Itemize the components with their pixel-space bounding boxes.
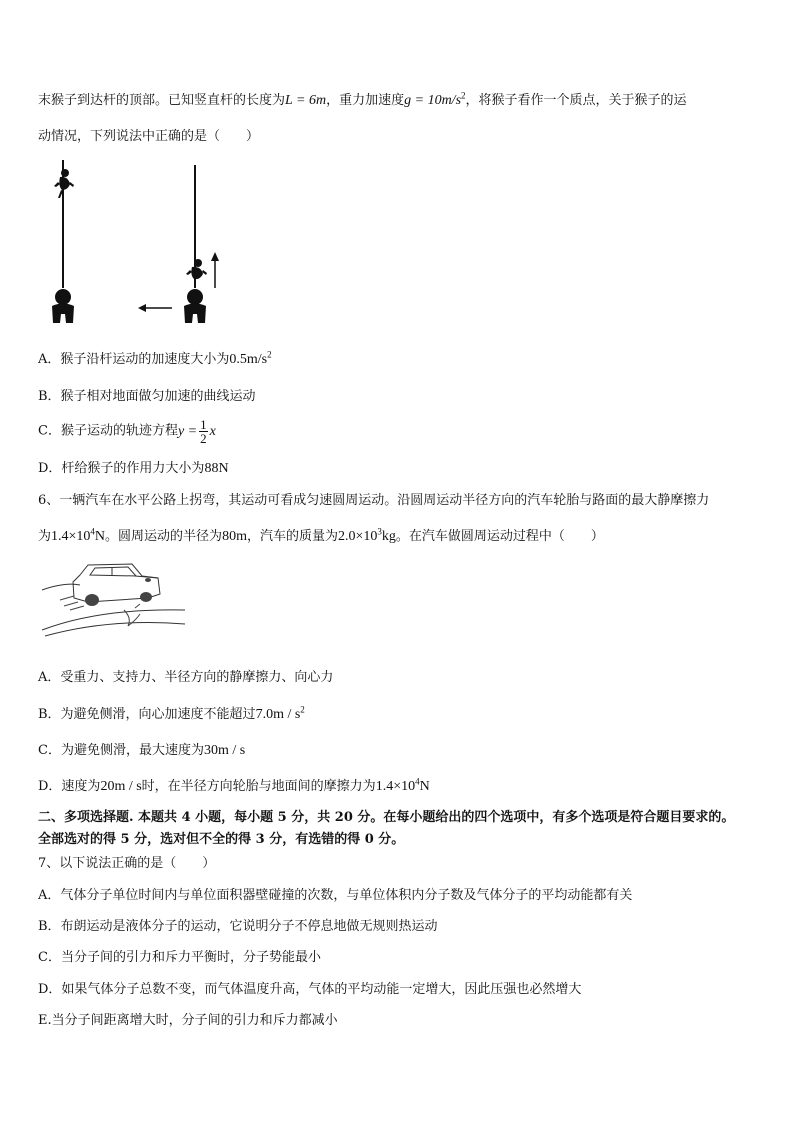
mass-value: $2.0\times 10^3kg$ [337,526,396,544]
q5-option-c [38,418,216,445]
q5-stem-text: 末猴子到达杆的顶部。已知竖直杆的长度为 [38,93,286,108]
radius-value: 80m [222,529,247,544]
q7-option-b: B．布朗运动是液体分子的运动，它说明分子不停息地做无规则热运动 [38,919,438,934]
q5-option-d-value: 88N [204,461,229,476]
q5-option-a-text: A．猴子沿杆运动的加速度大小为 [38,352,230,367]
q6-option-c: C．为避免侧滑，最大速度为30m / s [38,743,246,758]
section2-line2: 全部选对的得 5 分，选对但不全的得 3 分，有选错的得 0 分。 [38,832,405,847]
q5-stem-line1 [38,89,687,109]
turning-car-figure [40,560,190,638]
q5-stem-text-3: ，将猴子看作一个质点，关于猴子的运 [465,93,687,108]
q5-stem-text-2: ，重力加速度 [326,93,405,108]
gravity-expr: $g = 10m/s^2$ [404,90,466,108]
q6-option-d: D．速度为20m / s时，在半径方向轮胎与地面间的摩擦力为$1.4\times 10^4N$ [38,776,430,794]
q6-option-a: A．受重力、支持力、半径方向的静摩擦力、向心力 [38,670,334,685]
q7-option-e: E.当分子间距离增大时，分子间的引力和斥力都减小 [38,1013,338,1028]
monkey-pole-figure [40,160,240,330]
q5-option-b: B．猴子相对地面做匀加速的曲线运动 [38,389,256,404]
q5-stem-line2: 动情况，下列说法中正确的是（ ） [38,129,260,144]
q6-option-b-value: $7.0m / s^2$ [255,704,305,722]
q7-option-d: D．如果气体分子总数不变，而气体温度升高，气体的平均动能一定增大，因此压强也必然增大 [38,982,582,997]
q6-stem-line1: 6、一辆汽车在水平公路上拐弯，其运动可看成匀速圆周运动。沿圆周运动半径方向的汽车轮胎与路面的最大静摩擦力 [38,493,710,508]
q6-option-d-value: $1.4\times 10^4N$ [375,776,430,794]
q5-option-a-value: $0.5m/s^2$ [229,349,272,367]
q5-option-c-text: C．猴子运动的轨迹方程 [38,423,178,439]
section2-line1: 二、多项选择题. 本题共 4 小题，每小题 5 分，共 20 分。在每小题给出的四个选项中，有多个选项是符合题目要求的。 [38,810,735,825]
q5-option-a [38,348,272,368]
q7-option-c: C．当分子间的引力和斥力平衡时，分子势能最小 [38,950,321,965]
q7-stem: 7、以下说法正确的是（ ） [38,856,216,871]
q6-option-c-value: 30m / s [203,743,246,758]
q7-option-a: A．气体分子单位时间内与单位面积器壁碰撞的次数，与单位体积内分子数及气体分子的平均动能都有关 [38,888,633,903]
q5-option-d [38,457,229,477]
q5-option-d-text: D．杆给猴子的作用力大小为 [38,461,205,476]
q6-option-d-speed: 20m / s [100,779,142,794]
q6-stem-line2: 为$1.4\times 10^4N$。圆周运动的半径为80m，汽车的质量为$2.0\times 10^3kg$。在汽车做圆周运动过程中（ ） [38,526,604,544]
trajectory-equation: y = $\frac{1}{2}$ x [177,417,216,446]
max-friction-value: $1.4\times 10^4N$ [51,526,106,544]
q6-option-b: B．为避免侧滑，向心加速度不能超过$7.0m / s^2$ [38,704,305,722]
rod-length-expr: L = 6m [285,93,327,108]
